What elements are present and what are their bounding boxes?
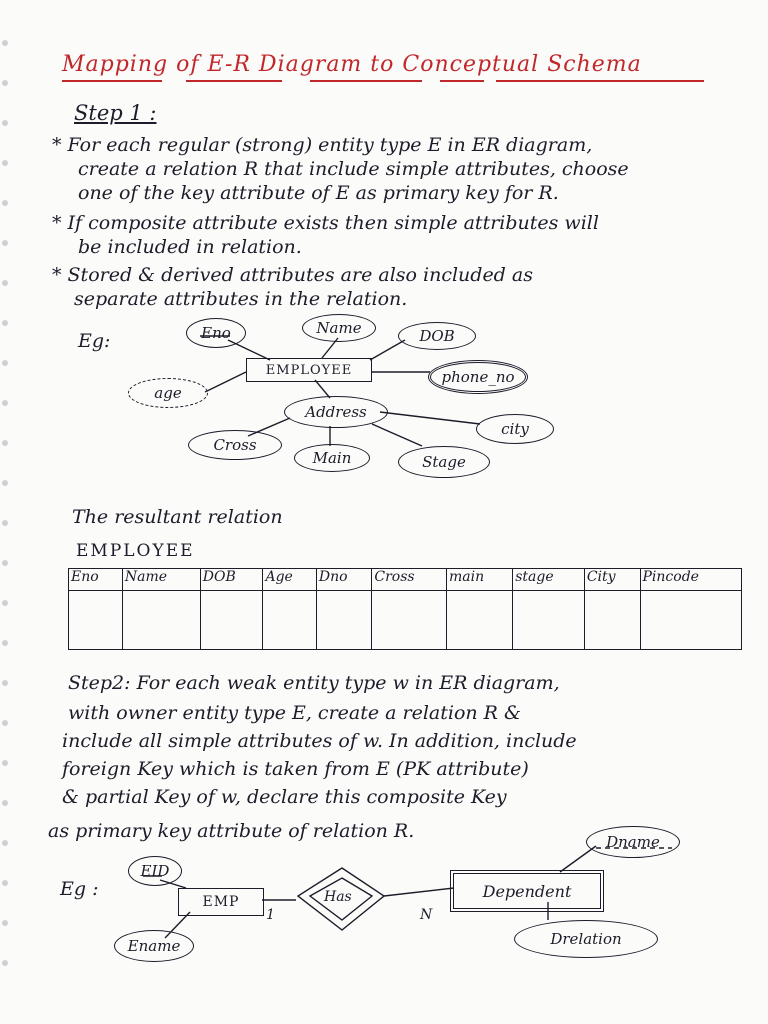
title-underline [496, 80, 704, 82]
table-cell [122, 590, 200, 649]
table-header-row [69, 569, 742, 591]
step2-line4: foreign Key which is taken from E (PK attribute) [62, 758, 529, 780]
attr-dname: Dname [586, 826, 680, 858]
attr-stage: Stage [398, 446, 490, 478]
column-header: City [584, 569, 640, 591]
relationship-has: Has [324, 889, 352, 905]
table-cell [513, 590, 585, 649]
step1-bullet2-line1: * If composite attribute exists then simple attributes will [52, 212, 599, 234]
attr-phone-no: phone_no [428, 360, 528, 394]
step2-line1: Step2: For each weak entity type w in ER diagram, [68, 672, 560, 694]
attr-city: city [476, 414, 554, 444]
step1-bullet3-line2: separate attributes in the relation. [74, 288, 408, 310]
column-header: DOB [200, 569, 263, 591]
attr-cross: Cross [188, 430, 282, 460]
page-title: Mapping of E-R Diagram to Conceptual Schema [62, 52, 642, 77]
cardinality-n: N [420, 907, 433, 923]
title-underline [186, 80, 282, 82]
title-underline [62, 80, 162, 82]
step2-line6: as primary key attribute of relation R. [48, 820, 415, 842]
entity-employee: EMPLOYEE [246, 358, 372, 382]
relation-caption: The resultant relation [72, 506, 283, 528]
cardinality-one: 1 [266, 907, 275, 923]
relation-name: EMPLOYEE [76, 541, 195, 561]
entity-emp: EMP [178, 888, 264, 916]
relation-table [68, 568, 742, 650]
column-header: Name [122, 569, 200, 591]
table-cell [200, 590, 263, 649]
step1-bullet1-line2: create a relation R that include simple attributes, choose [78, 158, 629, 180]
attr-address: Address [284, 396, 388, 428]
step2-line3: include all simple attributes of w. In addition, include [62, 730, 577, 752]
notebook-binding [0, 0, 14, 1024]
table-cell [372, 590, 447, 649]
table-cell [316, 590, 372, 649]
attr-eno: Eno [186, 318, 246, 348]
attr-ename: Ename [114, 930, 194, 962]
step1-bullet2-line2: be included in relation. [78, 236, 302, 258]
attr-eid: EID [128, 856, 182, 886]
step2-line5: & partial Key of w, declare this composite Key [62, 786, 507, 808]
example-label-1: Eg: [78, 330, 111, 352]
attr-dob: DOB [398, 322, 476, 350]
table-cell [263, 590, 316, 649]
step2-line2: with owner entity type E, create a relation R & [68, 702, 521, 724]
step1-bullet1-line3: one of the key attribute of E as primary key for R. [78, 182, 559, 204]
column-header: Cross [372, 569, 447, 591]
table-cell [447, 590, 513, 649]
attr-age: age [128, 378, 208, 408]
attr-name: Name [302, 314, 376, 342]
column-header: Dno [316, 569, 372, 591]
table-row [69, 590, 742, 649]
column-header: stage [513, 569, 585, 591]
column-header: Age [263, 569, 316, 591]
column-header: Eno [69, 569, 123, 591]
table-cell [69, 590, 123, 649]
step1-bullet1-line1: * For each regular (strong) entity type E in ER diagram, [52, 134, 593, 156]
example-label-2: Eg : [60, 878, 99, 900]
step1-heading: Step 1 : [74, 101, 157, 125]
column-header: Pincode [640, 569, 741, 591]
weak-entity-dependent: Dependent [450, 870, 604, 912]
title-underline [440, 80, 484, 82]
attr-drelation: Drelation [514, 920, 658, 958]
title-underline [310, 80, 422, 82]
table-cell [640, 590, 741, 649]
attr-main: Main [294, 444, 370, 472]
step1-bullet3-line1: * Stored & derived attributes are also included as [52, 264, 533, 286]
column-header: main [447, 569, 513, 591]
table-cell [584, 590, 640, 649]
